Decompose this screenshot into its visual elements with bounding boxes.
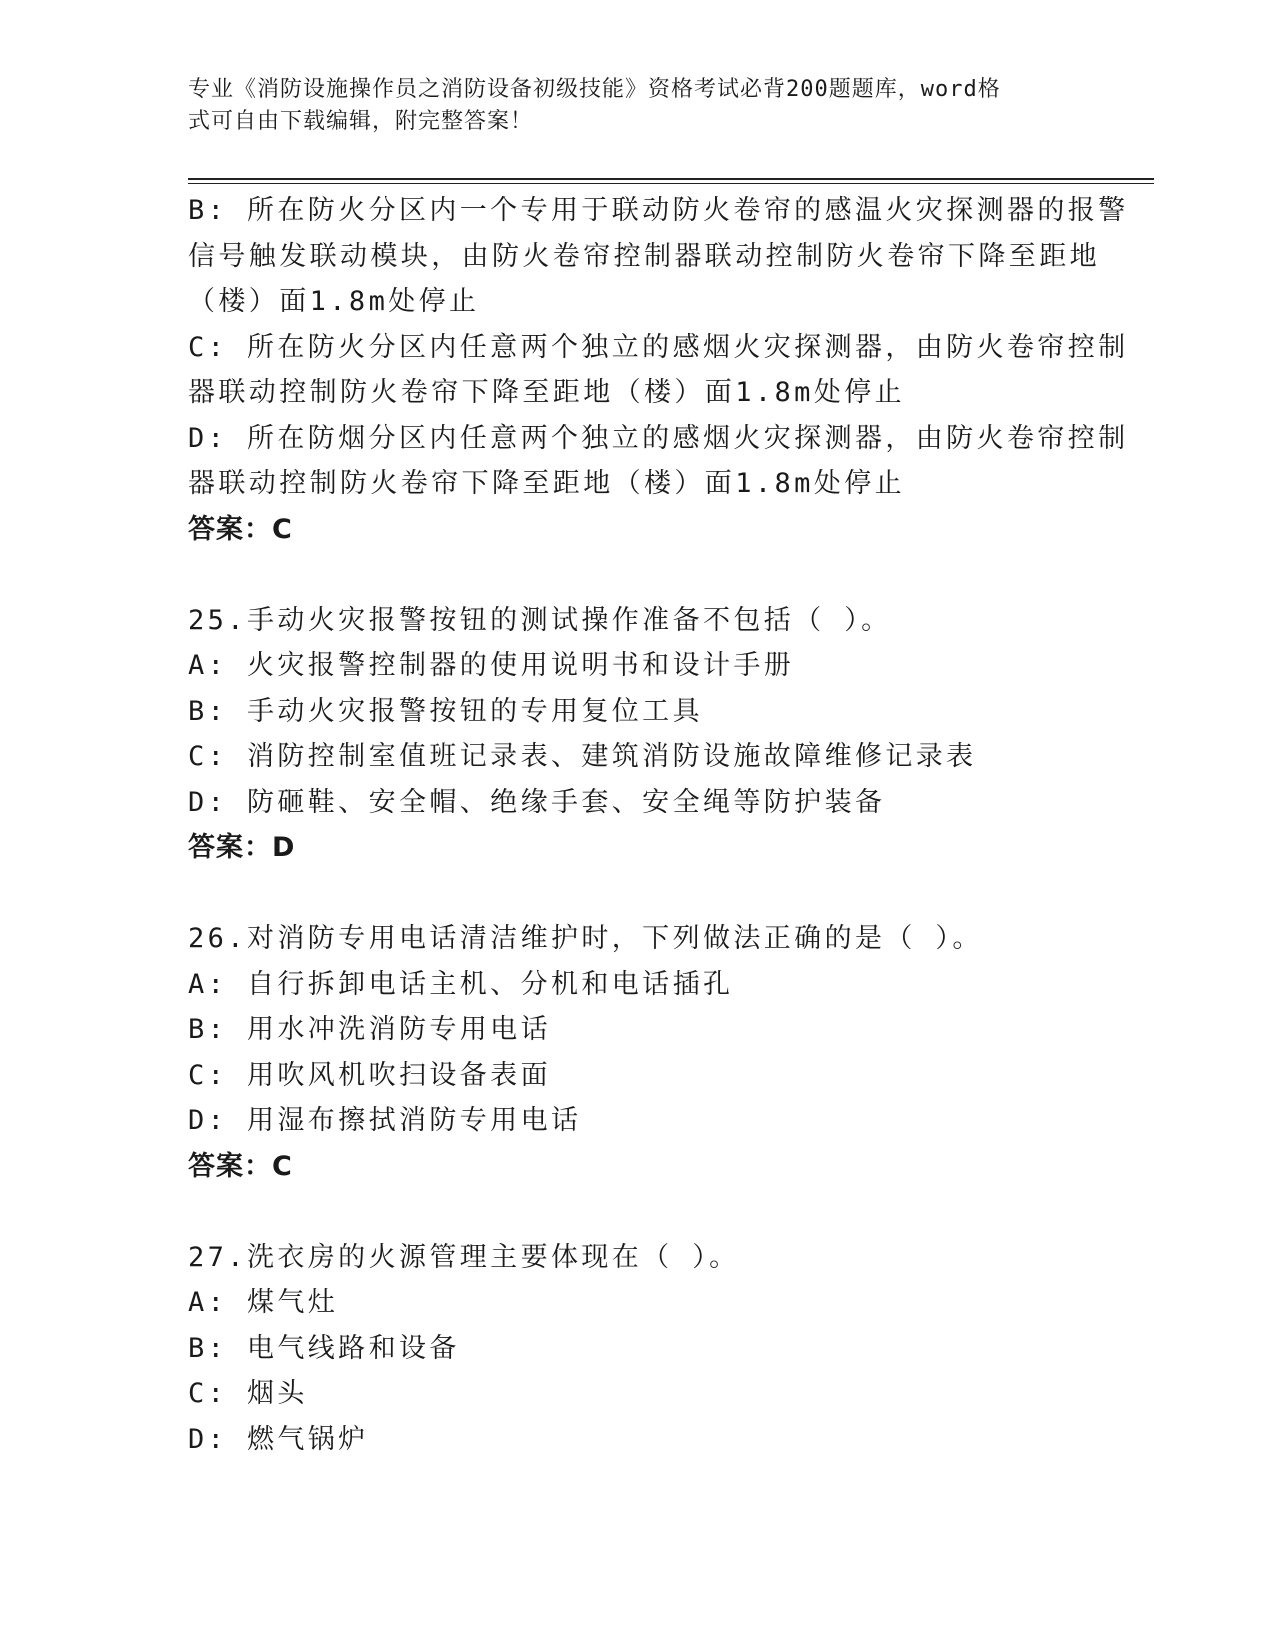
option-b: B: 用水冲洗消防专用电话 [188, 1014, 551, 1045]
question-27 [188, 1235, 1088, 1463]
option-d-line: D: 所在防烟分区内任意两个独立的感烟火灾探测器，由防火卷帘控制 [188, 422, 1129, 454]
spacer [188, 552, 1088, 598]
option-a: A: 火灾报警控制器的使用说明书和设计手册 [188, 650, 795, 681]
option-c-line: C: 所在防火分区内任意两个独立的感烟火灾探测器，由防火卷帘控制 [188, 331, 1129, 363]
question-stem: 25.手动火灾报警按钮的测试操作准备不包括（ ）。 [188, 604, 892, 636]
option-b-line: B: 所在防火分区内一个专用于联动防火卷帘的感温火灾探测器的报警 [188, 195, 1129, 226]
spacer [188, 1189, 1088, 1235]
option-b-line: 信号触发联动模块，由防火卷帘控制器联动控制防火卷帘下降至距地 [188, 240, 1100, 272]
option-b: B: 电气线路和设备 [188, 1332, 460, 1364]
option-c-line: 器联动控制防火卷帘下降至距地（楼）面1.8m处停止 [188, 377, 906, 408]
header-title-line2: 式可自由下载编辑，附完整答案！ [188, 109, 534, 134]
header-divider-thin [188, 183, 1154, 184]
question-26 [188, 916, 1088, 1189]
answer-label: 答案：C [188, 513, 293, 545]
option-d: D: 用湿布擦拭消防专用电话 [188, 1105, 582, 1136]
question-25 [188, 598, 1088, 871]
option-c: C: 用吹风机吹扫设备表面 [188, 1059, 551, 1091]
option-b-line: （楼）面1.8m处停止 [188, 286, 480, 317]
option-c: C: 烟头 [188, 1378, 308, 1409]
option-d: D: 燃气锅炉 [188, 1423, 369, 1455]
option-c: C: 消防控制室值班记录表、建筑消防设施故障维修记录表 [188, 741, 977, 772]
page-header [188, 74, 1068, 138]
option-d: D: 防砸鞋、安全帽、绝缘手套、安全绳等防护装备 [188, 786, 886, 818]
answer-label: 答案：C [188, 1150, 293, 1182]
question-stem: 26.对消防专用电话清洁维护时，下列做法正确的是（ ）。 [188, 923, 983, 954]
header-title-line1: 专业《消防设施操作员之消防设备初级技能》资格考试必背200题题库，word格 [188, 77, 1001, 102]
option-a: A: 自行拆卸电话主机、分机和电话插孔 [188, 968, 734, 1000]
option-a: A: 煤气灶 [188, 1287, 339, 1318]
header-divider [188, 178, 1154, 180]
question-stem: 27.洗衣房的火源管理主要体现在（ ）。 [188, 1241, 740, 1273]
spacer [188, 871, 1088, 917]
option-d-line: 器联动控制防火卷帘下降至距地（楼）面1.8m处停止 [188, 468, 906, 499]
question-24-continued [188, 188, 1129, 552]
option-b: B: 手动火灾报警按钮的专用复位工具 [188, 695, 703, 727]
question-list [188, 188, 1129, 1462]
answer-label: 答案：D [188, 832, 296, 863]
